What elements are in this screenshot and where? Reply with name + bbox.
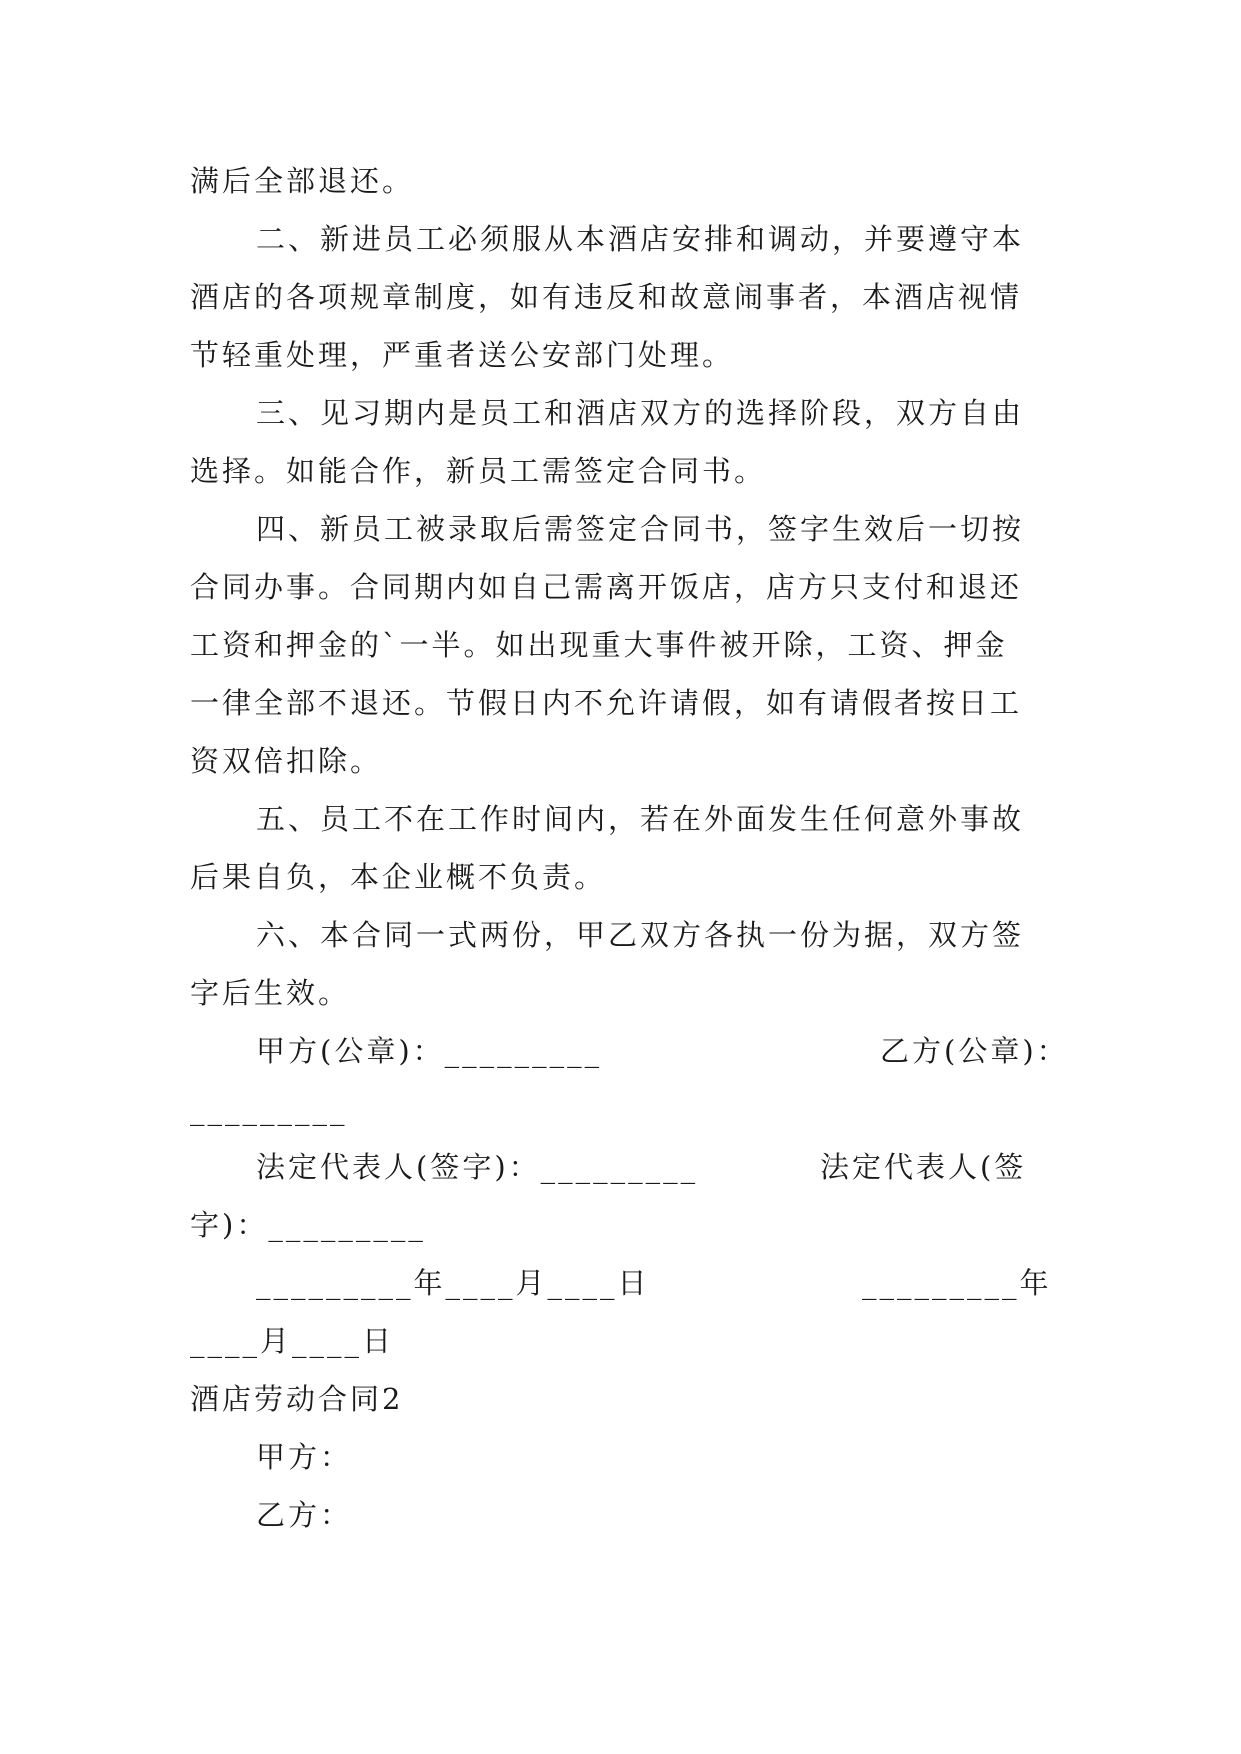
paragraph-line: 满后全部退还。 (190, 164, 415, 198)
paragraph-line: 合同办事。合同期内如自己需离开饭店，店方只支付和退还 (190, 570, 1023, 604)
paragraph-line: 工资和押金的`一半。如出现重大事件被开除，工资、押金 (190, 628, 1008, 662)
paragraph-line: 酒店的各项规章制度，如有违反和故意闹事者，本酒店视情 (190, 280, 1023, 314)
party-a-seal-line: 甲方(公章)：_________ (256, 1034, 603, 1068)
contract-2-party-a: 甲方： (256, 1440, 353, 1474)
party-b-seal-line: 乙方(公章)： (880, 1034, 1069, 1068)
contract-2-title: 酒店劳动合同2 (190, 1382, 404, 1416)
contract-2-party-b: 乙方： (256, 1498, 353, 1532)
paragraph-line: 三、见习期内是员工和酒店双方的选择阶段，双方自由 (256, 396, 1025, 430)
paragraph-line: 一律全部不退还。节假日内不允许请假，如有请假者按日工 (190, 686, 1023, 720)
paragraph-line: 后果自负，本企业概不负责。 (190, 860, 607, 894)
party-b-representative-cont: 字)：_________ (190, 1208, 426, 1242)
party-b-date-cont: ____月____日 (190, 1324, 395, 1358)
party-a-date-line: _________年____月____日 (256, 1266, 650, 1300)
paragraph-line: 五、员工不在工作时间内，若在外面发生任何意外事故 (256, 802, 1025, 836)
party-a-representative-line: 法定代表人(签字)：_________ (256, 1150, 699, 1184)
paragraph-line: 六、本合同一式两份，甲乙双方各执一份为据，双方签 (256, 918, 1025, 952)
paragraph-line: 字后生效。 (190, 976, 351, 1010)
party-b-date-line: _________年 (862, 1266, 1052, 1300)
paragraph-line: 四、新员工被录取后需签定合同书，签字生效后一切按 (256, 512, 1025, 546)
paragraph-line: 资双倍扣除。 (190, 744, 383, 778)
paragraph-line: 选择。如能合作，新员工需签定合同书。 (190, 454, 767, 488)
party-b-seal-blank: _________ (190, 1092, 348, 1126)
paragraph-line: 二、新进员工必须服从本酒店安排和调动，并要遵守本 (256, 222, 1025, 256)
paragraph-line: 节轻重处理，严重者送公安部门处理。 (190, 338, 735, 372)
party-b-representative-line: 法定代表人(签 (820, 1150, 1027, 1184)
